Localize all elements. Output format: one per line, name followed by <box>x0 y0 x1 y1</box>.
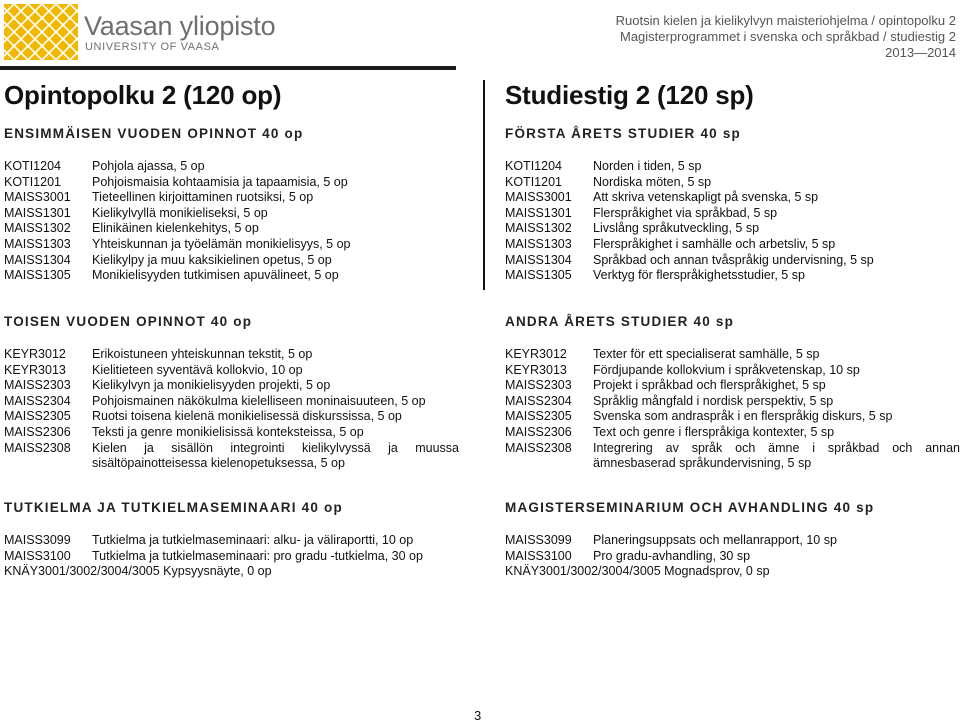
course-code: KOTI1204 <box>4 159 61 173</box>
course-code: MAISS3099 <box>4 533 71 547</box>
section-heading: TUTKIELMA JA TUTKIELMASEMINAARI 40 op <box>4 500 343 515</box>
course-title: Språklig mångfald i nordisk perspektiv, 5 sp <box>593 393 834 408</box>
course-code: MAISS1303 <box>505 236 572 251</box>
course-title: Elinikäinen kielenkehitys, 5 op <box>92 221 259 236</box>
course-row <box>505 221 960 237</box>
course-row <box>4 378 459 394</box>
course-title: Pohjola ajassa, 5 op <box>92 159 205 173</box>
course-code: MAISS3099 <box>505 533 572 547</box>
course-code: KEYR3012 <box>505 347 567 361</box>
course-row <box>4 175 459 191</box>
course-code: MAISS2308 <box>4 440 71 455</box>
brand-name-english: UNIVERSITY OF VAASA <box>85 41 220 53</box>
course-title: Integrering av språk och ämne i språkbad och annan ämnesbaserad språkundervisning, 5 sp <box>593 440 960 471</box>
page-title-swedish: Studiestig 2 (120 sp) <box>505 80 754 110</box>
course-row <box>4 533 459 549</box>
course-code: KOTI1201 <box>4 174 61 189</box>
course-title: Kielen ja sisällön integrointi kielikylvyssä ja muussa sisältöpainotteisessa kielenopetuksessa, 5 op <box>92 440 459 471</box>
program-name-swedish: Magisterprogrammet i svenska och språkbad / studiestig 2 <box>620 29 956 44</box>
document-info <box>616 13 956 61</box>
section-heading: ANDRA ÅRETS STUDIER 40 sp <box>505 314 735 329</box>
course-extra: KNÄY3001/3002/3004/3005 Kypsyysnäyte, 0 op <box>4 564 272 579</box>
course-code: MAISS3100 <box>4 548 71 563</box>
course-code: MAISS3001 <box>505 190 572 205</box>
course-extra: KNÄY3001/3002/3004/3005 Mognadsprov, 0 sp <box>505 564 770 579</box>
section-second-year-fi <box>4 314 459 472</box>
course-row <box>505 190 960 206</box>
header-rule <box>0 66 456 70</box>
course-row <box>4 425 459 441</box>
course-list <box>4 159 459 284</box>
course-row <box>505 175 960 191</box>
course-title: Erikoistuneen yhteiskunnan tekstit, 5 op <box>92 347 313 361</box>
section-first-year-fi <box>4 126 459 284</box>
course-row <box>505 409 960 425</box>
course-code: MAISS3001 <box>4 190 71 205</box>
course-row <box>505 159 960 175</box>
course-row <box>4 253 459 269</box>
section-heading: ENSIMMÄISEN VUODEN OPINNOT 40 op <box>4 126 304 141</box>
course-code: KOTI1204 <box>505 159 562 173</box>
section-heading: TOISEN VUODEN OPINNOT 40 op <box>4 314 253 329</box>
course-title: Planeringsuppsats och mellanrapport, 10 sp <box>593 533 837 547</box>
course-row <box>4 347 459 363</box>
course-code: MAISS2304 <box>505 393 572 408</box>
section-second-year-sv <box>505 314 960 472</box>
course-title: Tutkielma ja tutkielmaseminaari: pro gradu -tutkielma, 30 op <box>92 548 423 563</box>
course-code: MAISS2304 <box>4 393 71 408</box>
course-row <box>505 378 960 394</box>
course-row <box>505 533 960 549</box>
course-title: Nordiska möten, 5 sp <box>593 174 712 189</box>
section-first-year-sv <box>505 126 960 284</box>
course-code: KEYR3012 <box>4 347 66 361</box>
section-heading: FÖRSTA ÅRETS STUDIER 40 sp <box>505 126 741 141</box>
course-code: KEYR3013 <box>4 362 66 377</box>
course-title: Yhteiskunnan ja työelämän monikielisyys, 5 op <box>92 236 351 251</box>
course-title: Kielikylvyn ja monikielisyyden projekti, 5 op <box>92 378 331 393</box>
course-row <box>505 253 960 269</box>
course-title: Pohjoismainen näkökulma kielelliseen moninaisuuteen, 5 op <box>92 393 426 408</box>
course-code: MAISS1301 <box>4 205 71 220</box>
course-title: Ruotsi toisena kielenä monikielisessä diskurssissa, 5 op <box>92 409 402 424</box>
course-code: MAISS2303 <box>505 378 572 393</box>
course-title: Att skriva vetenskapligt på svenska, 5 sp <box>593 190 819 205</box>
course-title: Svenska som andraspråk i en flerspråkig diskurs, 5 sp <box>593 409 893 424</box>
course-code: MAISS1301 <box>505 205 572 220</box>
section-thesis-fi <box>4 500 459 580</box>
course-code: MAISS1303 <box>4 236 71 251</box>
course-code: MAISS1302 <box>505 221 572 236</box>
course-title: Pohjoismaisia kohtaamisia ja tapaamisia, 5 op <box>92 174 348 189</box>
course-title: Flerspråkighet i samhälle och arbetsliv, 5 sp <box>593 236 836 251</box>
finnish-column <box>4 80 459 579</box>
course-row <box>505 206 960 222</box>
course-code: MAISS2306 <box>4 424 71 439</box>
course-title: Tieteellinen kirjoittaminen ruotsiksi, 5 op <box>92 190 314 205</box>
course-code: MAISS3100 <box>505 548 572 563</box>
course-title: Fördjupande kollokvium i språkvetenskap, 10 sp <box>593 362 860 377</box>
course-code: MAISS2306 <box>505 424 572 439</box>
course-list <box>4 533 459 580</box>
course-title: Norden i tiden, 5 sp <box>593 159 702 173</box>
course-row <box>4 549 459 565</box>
course-title: Monikielisyyden tutkimisen apuvälineet, 5 op <box>92 268 339 283</box>
section-thesis-sv <box>505 500 960 580</box>
course-title: Tutkielma ja tutkielmaseminaari: alku- ja väliraportti, 10 op <box>92 533 414 547</box>
course-title: Livslång språkutveckling, 5 sp <box>593 221 760 236</box>
university-logo <box>4 4 78 60</box>
course-code: MAISS2305 <box>4 409 71 424</box>
course-code: MAISS1304 <box>4 252 71 267</box>
course-row <box>4 237 459 253</box>
course-row <box>505 425 960 441</box>
program-name-finnish: Ruotsin kielen ja kielikylvyn maisteriohjelma / opintopolku 2 <box>615 13 956 28</box>
academic-years: 2013—2014 <box>885 45 956 60</box>
column-divider <box>483 80 485 290</box>
page-number: 3 <box>474 708 482 723</box>
course-title: Projekt i språkbad och flerspråkighet, 5 sp <box>593 378 826 393</box>
course-row <box>505 347 960 363</box>
course-title: Flerspråkighet via språkbad, 5 sp <box>593 205 778 220</box>
course-list <box>4 347 459 472</box>
course-code: MAISS1305 <box>505 268 572 283</box>
course-row <box>505 363 960 379</box>
course-title: Kielikylpy ja muu kaksikielinen opetus, 5 op <box>92 252 332 267</box>
course-title: Texter för ett specialiserat samhälle, 5 sp <box>593 347 820 361</box>
course-row <box>4 221 459 237</box>
course-row <box>4 159 459 175</box>
course-title: Teksti ja genre monikielisissä konteksteissa, 5 op <box>92 424 364 439</box>
course-code: MAISS2305 <box>505 409 572 424</box>
course-code: KOTI1201 <box>505 174 562 189</box>
course-row <box>4 409 459 425</box>
section-heading: MAGISTERSEMINARIUM OCH AVHANDLING 40 sp <box>505 500 875 515</box>
course-row <box>4 190 459 206</box>
course-title: Kielikylvyllä monikieliseksi, 5 op <box>92 205 268 220</box>
course-list <box>505 533 960 580</box>
course-row <box>505 549 960 565</box>
course-row <box>505 237 960 253</box>
course-code: MAISS1302 <box>4 221 71 236</box>
course-code: MAISS1304 <box>505 252 572 267</box>
course-code: KEYR3013 <box>505 362 567 377</box>
course-row <box>4 394 459 410</box>
course-code: MAISS2303 <box>4 378 71 393</box>
course-row <box>505 441 960 472</box>
course-code: MAISS2308 <box>505 440 572 455</box>
course-title: Verktyg för flerspråkighetsstudier, 5 sp <box>593 268 805 283</box>
swedish-column <box>505 80 960 579</box>
course-row <box>4 268 459 284</box>
course-row <box>4 206 459 222</box>
course-title: Kielitieteen syventävä kollokvio, 10 op <box>92 362 303 377</box>
course-row <box>505 394 960 410</box>
course-title: Pro gradu-avhandling, 30 sp <box>593 548 751 563</box>
course-list <box>505 347 960 472</box>
course-title: Text och genre i flerspråkiga kontexter, 5 sp <box>593 424 835 439</box>
course-row <box>505 268 960 284</box>
course-row <box>4 441 459 472</box>
course-code: MAISS1305 <box>4 268 71 283</box>
course-list <box>505 159 960 284</box>
course-row <box>4 363 459 379</box>
page-title-finnish: Opintopolku 2 (120 op) <box>4 80 282 110</box>
course-title: Språkbad och annan tvåspråkig undervisning, 5 sp <box>593 252 874 267</box>
brand-name-finnish: Vaasan yliopisto <box>84 11 276 41</box>
